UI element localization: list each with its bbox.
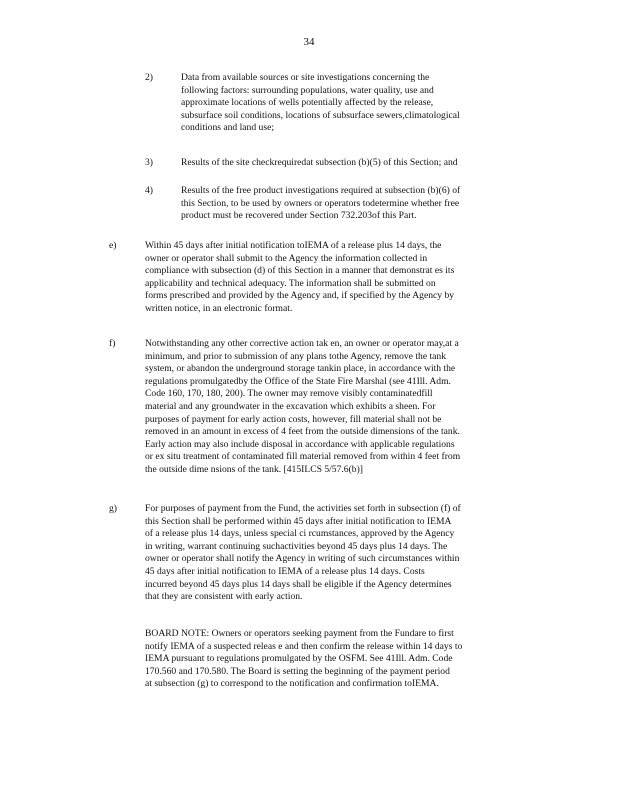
text-line: purposes of payment for early action costs, however, fill material shall not be bbox=[145, 413, 442, 425]
text-line: Results of the free product investigations required at subsection (b)(6) of bbox=[181, 185, 461, 196]
text-line: conditions and land use; bbox=[181, 122, 274, 134]
text-line: IEMA pursuant to regulations promulgated by the OSFM. See 41Ill. Adm. Code bbox=[145, 653, 453, 665]
paragraph-text bbox=[181, 157, 531, 170]
paragraph-marker: g) bbox=[109, 503, 117, 514]
text-line: the outside dime nsions of the tank. [415ILCS 5/57.6(b)] bbox=[145, 463, 363, 475]
text-line: Results of the site checkrequiredat subsection (b)(5) of this Section; and bbox=[181, 157, 458, 168]
text-line: product must be recovered under Section 732.203of this Part. bbox=[181, 210, 417, 222]
text-line: 45 days after initial notification to IEMA of a release plus 14 days. Costs bbox=[145, 565, 425, 577]
text-line: applicability and technical adequacy. The information shall be submitted on bbox=[145, 277, 436, 289]
paragraph-text bbox=[145, 338, 537, 477]
text-line: incurred beyond 45 days plus 14 days shall be eligible if the Agency determines bbox=[145, 578, 452, 590]
text-line: forms prescribed and provided by the Agency and, if specified by the Agency by bbox=[145, 290, 455, 302]
paragraph-text bbox=[145, 628, 537, 691]
text-line: BOARD NOTE: Owners or operators seeking payment from the Fundare to first bbox=[145, 628, 454, 639]
text-line: Notwithstanding any other corrective action tak en, an owner or operator may,at a bbox=[145, 338, 459, 349]
text-line: regulations promulgatedby the Office of the State Fire Marshal (see 41Ill. Adm. bbox=[145, 375, 451, 387]
text-line: or ex situ treatment of contaminated fill material removed from within 4 feet from bbox=[145, 451, 461, 463]
text-line: this Section shall be performed within 45 days after initial notification to IEMA bbox=[145, 515, 452, 527]
text-line: notify IEMA of a suspected releas e and then confirm the release within 14 days to bbox=[145, 640, 463, 652]
text-line: approximate locations of wells potentially affected by the release, bbox=[181, 97, 434, 109]
paragraph-text bbox=[145, 240, 537, 316]
text-line: Code 160, 170, 180, 200). The owner may remove visibly contaminatedfill bbox=[145, 388, 433, 400]
text-line: owner or operator shall notify the Agency in writing of such circumstances within bbox=[145, 553, 460, 565]
text-line: For purposes of payment from the Fund, the activities set forth in subsection (f) of bbox=[145, 503, 461, 514]
text-line: Within 45 days after initial notification toIEMA of a release plus 14 days, the bbox=[145, 240, 442, 251]
paragraph-marker: 2) bbox=[145, 72, 153, 83]
text-line: removed in an amount in excess of 4 feet from the outside dimensions of the tank. bbox=[145, 426, 460, 438]
text-line: material and any groundwater in the excavation which exhibits a sheen. For bbox=[145, 400, 436, 412]
text-line: at subsection (g) to correspond to the notification and confirmation toIEMA. bbox=[145, 678, 439, 690]
text-line: that they are consistent with early action. bbox=[145, 591, 303, 603]
text-line: system, or abandon the underground storage tankin place, in accordance with the bbox=[145, 363, 456, 375]
text-line: Early action may also include disposal in accordance with applicable regulations bbox=[145, 438, 455, 450]
paragraph-marker: e) bbox=[109, 240, 117, 251]
paragraph-marker: f) bbox=[109, 338, 116, 349]
text-line: Data from available sources or site investigations concerning the bbox=[181, 72, 430, 83]
text-line: this Section, to be used by owners or operators todetermine whether free bbox=[181, 197, 460, 209]
text-line: of a release plus 14 days, unless special ci rcumstances, approved by the Agency bbox=[145, 528, 455, 540]
text-line: written notice, in an electronic format. bbox=[145, 302, 293, 314]
paragraph-text bbox=[145, 503, 537, 604]
text-line: subsurface soil conditions, locations of subsurface sewers,climatological bbox=[181, 109, 460, 121]
paragraph-marker: 3) bbox=[145, 157, 153, 168]
text-line: compliance with subsection (d) of this Section in a manner that demonstrat es its bbox=[145, 265, 455, 277]
text-line: following factors: surrounding populations, water quality, use and bbox=[181, 84, 434, 96]
paragraph-text bbox=[181, 72, 531, 135]
paragraph-text bbox=[181, 185, 531, 223]
paragraph-marker: 4) bbox=[145, 185, 153, 196]
text-line: minimum, and prior to submission of any plans tothe Agency, remove the tank bbox=[145, 350, 446, 362]
page-number: 34 bbox=[303, 36, 315, 48]
text-line: 170.560 and 170.580. The Board is setting the beginning of the payment period bbox=[145, 665, 450, 677]
text-line: in writing, warrant continuing suchactivities beyond 45 days plus 14 days. The bbox=[145, 540, 448, 552]
text-line: owner or operator shall submit to the Agency the information collected in bbox=[145, 252, 428, 264]
